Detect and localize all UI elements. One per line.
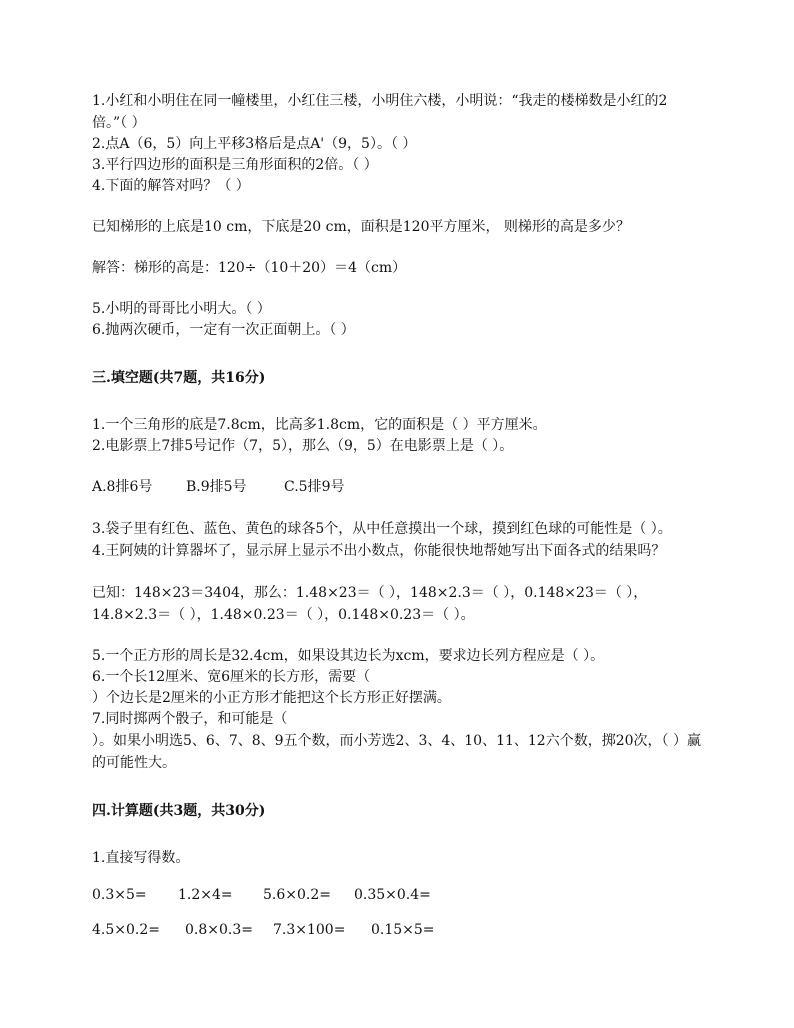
fill-q5: 5.一个正方形的周长是32.4cm，如果设其边长为xcm，要求边长列方程应是（ ）。 [92,648,605,664]
calc-item: 0.15×5= [371,922,435,938]
fill-q2: 2.电影票上7排5号记作（7，5），那么（9，5）在电影票上是（ ）。 [92,438,514,454]
fill-q2-choices [92,477,712,498]
worksheet-page [92,90,712,941]
choice-c: C.5排9号 [284,479,345,495]
judge-item-3: 3.平行四边形的面积是三角形面积的2倍。（ ） [92,157,378,173]
fill-q7-line1: 7.同时掷两个骰子，和可能是（ [92,711,288,727]
fill-q6-line1: 6.一个长12厘米、宽6厘米的长方形，需要（ [92,669,371,685]
judge-item-2: 2.点A（6，5）向上平移3格后是点A'（9，5）。（ ） [92,136,417,152]
judge-q4-problem: 已知梯形的上底是10 cm，下底是20 cm，面积是120平方厘米， 则梯形的高是多少？ [92,219,630,235]
fill-q4-detail: 已知：148×23＝3404，那么：1.48×23＝（ ），148×2.3＝（ ），0.148×23＝（ ），14.8×2.3＝（ ），1.48×0.23＝（ ），0.148×0.23＝（ ）。 [92,585,648,623]
calc-item: 4.5×0.2= [92,922,160,938]
section-3-title: 三.填空题(共7题，共16分) [92,370,266,386]
judge-item-4: 4.下面的解答对吗？（ ） [92,178,250,194]
calc-item: 7.3×100= [273,922,346,938]
choice-b: B.9排5号 [186,479,247,495]
fill-q4: 4.王阿姨的计算器坏了，显示屏上显示不出小数点，你能很快地帮她写出下面各式的结果吗？ [92,543,666,559]
calc-item: 0.3×5= [92,887,147,903]
choice-a: A.8排6号 [92,479,153,495]
judge-q4-answer: 解答：梯形的高是：120÷（10＋20）＝4（cm） [92,260,407,276]
fill-q1: 1.一个三角形的底是7.8cm，比高多1.8cm，它的面积是（ ）平方厘米。 [92,417,547,433]
judge-item-1: 1.小红和小明住在同一幢楼里，小红住三楼，小明住六楼，小明说：“我走的楼梯数是小红的2倍。”（ ） [92,93,668,131]
judge-item-5: 5.小明的哥哥比小明大。（ ） [92,301,271,317]
fill-q7-line2: ）。如果小明选5、6、7、8、9五个数，而小芳选2、3、4、10、11、12六个数，掷20次，（ ）赢的可能性大。 [92,733,701,771]
calc-q1: 1.直接写得数。 [92,850,190,866]
calc-item: 5.6×0.2= [263,887,331,903]
calc-row-1 [92,885,712,906]
calc-item: 1.2×4= [178,887,233,903]
calc-row-2 [92,920,712,941]
calc-item: 0.8×0.3= [185,922,253,938]
fill-q3: 3.袋子里有红色、蓝色、黄色的球各5个，从中任意摸出一个球，摸到红色球的可能性是（ ）。 [92,521,672,537]
judge-item-6: 6.抛两次硬币，一定有一次正面朝上。（ ） [92,322,355,338]
section-4-title: 四.计算题(共3题，共30分) [92,803,266,819]
fill-q6-line2: ）个边长是2厘米的小正方形才能把这个长方形正好摆满。 [92,690,451,706]
calc-item: 0.35×0.4= [354,887,431,903]
